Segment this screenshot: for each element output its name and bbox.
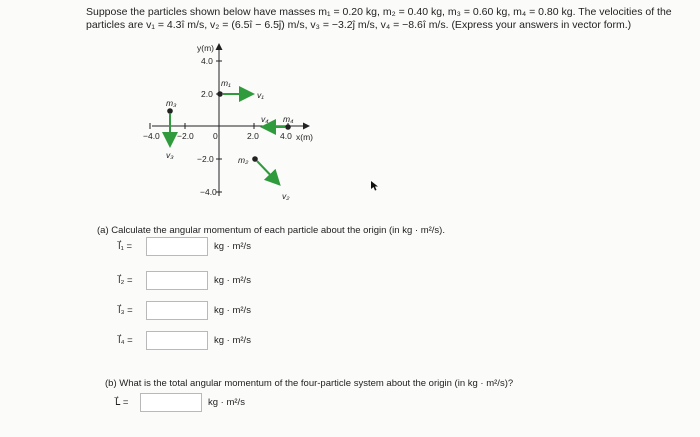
total-l-answer-input[interactable] [140, 393, 202, 412]
y-tick-label: 2.0 [201, 89, 213, 99]
m2-label: m₂ [238, 155, 249, 165]
particle-m4 [285, 124, 291, 130]
answer-row-l4 [118, 331, 251, 350]
mouse-cursor-icon [371, 181, 379, 191]
l4-label: l⃗₄ = [118, 335, 133, 346]
l4-unit: kg · m²/s [214, 335, 251, 346]
l3-unit: kg · m²/s [214, 305, 251, 316]
part-a-question: (a) Calculate the angular momentum of each particle about the origin (in kg · m²/s). [97, 225, 445, 236]
v3-label: v₃ [166, 150, 174, 160]
l2-answer-input[interactable] [146, 271, 208, 290]
x-axis-label: x(m) [296, 132, 313, 142]
l2-unit: kg · m²/s [214, 275, 251, 286]
y-tick-label: −2.0 [197, 154, 214, 164]
v4-label: v₄ [261, 114, 269, 124]
x-tick-label: 4.0 [280, 131, 292, 141]
particle-m2 [252, 156, 258, 162]
l4-answer-input[interactable] [146, 331, 208, 350]
particle-diagram [130, 40, 330, 205]
total-l-label: L⃗ = [115, 397, 129, 408]
total-l-unit: kg · m²/s [208, 397, 245, 408]
problem-line-2: particles are v₁ = 4.3î m/s, v₂ = (6.5î − 6.5ĵ) m/s, v₃ = −3.2ĵ m/s, v₄ = −8.6î m/s. (Express your answers in vector form.) [86, 19, 632, 31]
problem-statement [86, 6, 686, 32]
v1-label: v₁ [257, 90, 264, 100]
answer-row-total-l [115, 393, 245, 412]
answer-row-l3 [118, 301, 251, 320]
x-tick-label: −2.0 [177, 131, 194, 141]
l3-answer-input[interactable] [146, 301, 208, 320]
y-tick-label: −4.0 [200, 187, 217, 197]
v2-label: v₂ [282, 191, 290, 201]
particle-m3 [167, 108, 173, 114]
l1-unit: kg · m²/s [214, 241, 251, 252]
problem-line-1: Suppose the particles shown below have masses m₁ = 0.20 kg, m₂ = 0.40 kg, m₃ = 0.60 kg, m₄ = 0.80 kg. The velocities of the [86, 6, 672, 18]
answer-row-l1 [118, 237, 251, 256]
m1-label: m₁ [221, 78, 231, 88]
l2-label: l⃗₂ = [118, 275, 133, 286]
m4-label: m₄ [283, 114, 294, 124]
y-axis-label: y(m) [197, 43, 214, 53]
y-tick-label: 4.0 [201, 56, 213, 66]
l1-label: l⃗₁ = [118, 241, 133, 252]
part-b-question: (b) What is the total angular momentum of the four-particle system about the origin (in kg · m²/s)? [105, 378, 514, 389]
m3-label: m₃ [166, 98, 177, 108]
answer-row-l2 [118, 271, 251, 290]
l1-answer-input[interactable] [146, 237, 208, 256]
x-tick-label: 0 [213, 131, 218, 141]
l3-label: l⃗₃ = [118, 305, 133, 316]
x-tick-label: 2.0 [247, 131, 259, 141]
particle-m1 [217, 91, 223, 97]
x-tick-label: −4.0 [143, 131, 160, 141]
v2-arrow [257, 161, 278, 183]
